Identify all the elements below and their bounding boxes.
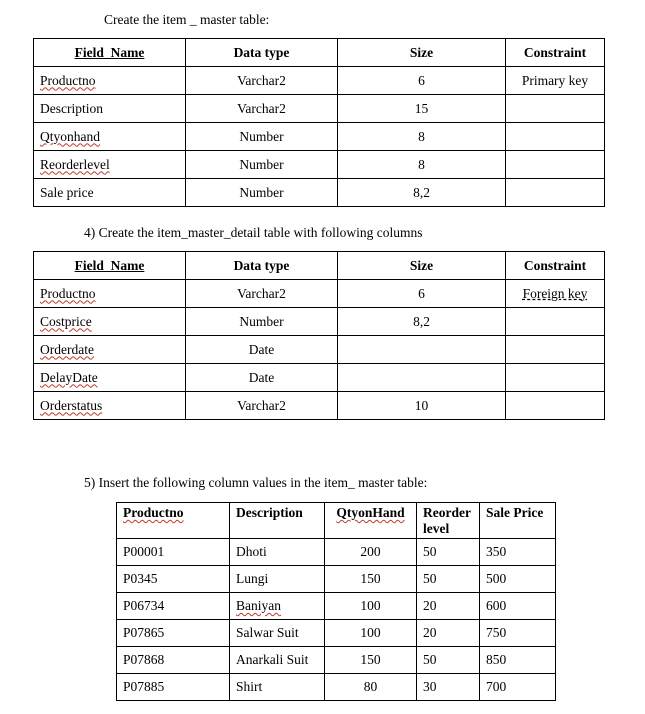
field-name-cell: DelayDate <box>40 369 98 385</box>
data-type-cell: Number <box>186 151 338 179</box>
data-type-cell: Number <box>186 179 338 207</box>
reorder-level-cell: 20 <box>417 620 480 647</box>
table-row <box>34 67 605 95</box>
productno-cell: P07865 <box>117 620 230 647</box>
header-constraint: Constraint <box>506 39 605 67</box>
data-type-cell: Varchar2 <box>186 280 338 308</box>
table-row <box>34 151 605 179</box>
table-row <box>117 593 556 620</box>
productno-cell: P0345 <box>117 566 230 593</box>
size-cell <box>338 364 506 392</box>
header-description: Description <box>230 503 325 539</box>
item-master-detail-caption: 4) Create the item_master_detail table with following columns <box>84 225 423 240</box>
table-row <box>34 364 605 392</box>
sale-price-cell: 850 <box>480 647 556 674</box>
table-row <box>117 620 556 647</box>
table-row <box>34 95 605 123</box>
field-name-cell: Productno <box>40 285 96 301</box>
field-name-cell: Productno <box>40 72 96 88</box>
table-row <box>34 123 605 151</box>
header-size: Size <box>338 39 506 67</box>
table-row <box>117 566 556 593</box>
constraint-cell <box>506 179 605 207</box>
header-size: Size <box>338 252 506 280</box>
insert-values-caption: 5) Insert the following column values in the item_ master table: <box>84 475 428 490</box>
reorder-level-cell: 50 <box>417 539 480 566</box>
size-cell: 10 <box>338 392 506 420</box>
table-header-row <box>34 39 605 67</box>
size-cell <box>338 336 506 364</box>
qtyonhand-cell: 100 <box>325 620 417 647</box>
table-row <box>34 336 605 364</box>
qtyonhand-cell: 100 <box>325 593 417 620</box>
data-type-cell: Varchar2 <box>186 392 338 420</box>
item-master-values-table <box>116 502 556 701</box>
constraint-cell <box>506 364 605 392</box>
header-constraint: Constraint <box>506 252 605 280</box>
constraint-cell <box>506 308 605 336</box>
sale-price-cell: 750 <box>480 620 556 647</box>
header-field-name: Field_Name <box>34 252 186 280</box>
productno-cell: P07885 <box>117 674 230 701</box>
constraint-cell: Foreign key <box>522 285 588 301</box>
reorder-level-cell: 20 <box>417 593 480 620</box>
table-row <box>34 280 605 308</box>
size-cell: 8,2 <box>338 179 506 207</box>
qtyonhand-cell: 200 <box>325 539 417 566</box>
field-name-cell: Orderdate <box>40 341 94 357</box>
size-cell: 8,2 <box>338 308 506 336</box>
reorder-level-cell: 30 <box>417 674 480 701</box>
table-header-row <box>34 252 605 280</box>
description-cell: Lungi <box>230 566 325 593</box>
size-cell: 8 <box>338 151 506 179</box>
productno-cell: P00001 <box>117 539 230 566</box>
size-cell: 15 <box>338 95 506 123</box>
sale-price-cell: 600 <box>480 593 556 620</box>
constraint-cell <box>506 392 605 420</box>
header-productno: Productno <box>123 505 184 520</box>
data-type-cell: Date <box>186 336 338 364</box>
qtyonhand-cell: 80 <box>325 674 417 701</box>
size-cell: 6 <box>338 280 506 308</box>
header-field-name: Field_Name <box>34 39 186 67</box>
constraint-cell <box>506 336 605 364</box>
description-cell: Anarkali Suit <box>230 647 325 674</box>
qtyonhand-cell: 150 <box>325 647 417 674</box>
description-cell: Salwar Suit <box>230 620 325 647</box>
productno-cell: P07868 <box>117 647 230 674</box>
productno-cell: P06734 <box>117 593 230 620</box>
constraint-cell <box>506 95 605 123</box>
table-header-row <box>117 503 556 539</box>
sale-price-cell: 700 <box>480 674 556 701</box>
table-row <box>34 392 605 420</box>
description-cell: Dhoti <box>230 539 325 566</box>
field-name-cell: Orderstatus <box>40 397 103 413</box>
table-row <box>117 674 556 701</box>
header-data-type: Data type <box>186 252 338 280</box>
size-cell: 6 <box>338 67 506 95</box>
header-data-type: Data type <box>186 39 338 67</box>
table-row <box>34 179 605 207</box>
table-row <box>117 647 556 674</box>
table-row <box>34 308 605 336</box>
data-type-cell: Date <box>186 364 338 392</box>
data-type-cell: Varchar2 <box>186 67 338 95</box>
item-master-detail-table <box>33 251 605 420</box>
description-cell: Shirt <box>230 674 325 701</box>
field-name-cell: Description <box>34 95 186 123</box>
reorder-level-cell: 50 <box>417 566 480 593</box>
table-row <box>117 539 556 566</box>
header-sale-price: Sale Price <box>480 503 556 539</box>
header-qtyonhand: QtyonHand <box>336 505 405 520</box>
qtyonhand-cell: 150 <box>325 566 417 593</box>
item-master-caption: Create the item _ master table: <box>104 12 270 27</box>
data-type-cell: Varchar2 <box>186 95 338 123</box>
data-type-cell: Number <box>186 308 338 336</box>
reorder-level-cell: 50 <box>417 647 480 674</box>
constraint-cell <box>506 151 605 179</box>
description-cell: Baniyan <box>236 598 281 613</box>
field-name-cell: Reorderlevel <box>40 156 110 172</box>
header-reorder-level: Reorder level <box>417 503 480 539</box>
field-name-cell: Qtyonhand <box>40 128 100 144</box>
size-cell: 8 <box>338 123 506 151</box>
data-type-cell: Number <box>186 123 338 151</box>
sale-price-cell: 350 <box>480 539 556 566</box>
constraint-cell: Primary key <box>506 67 605 95</box>
field-name-cell: Sale price <box>34 179 186 207</box>
sale-price-cell: 500 <box>480 566 556 593</box>
constraint-cell <box>506 123 605 151</box>
item-master-table <box>33 38 605 207</box>
field-name-cell: Costprice <box>40 313 92 329</box>
